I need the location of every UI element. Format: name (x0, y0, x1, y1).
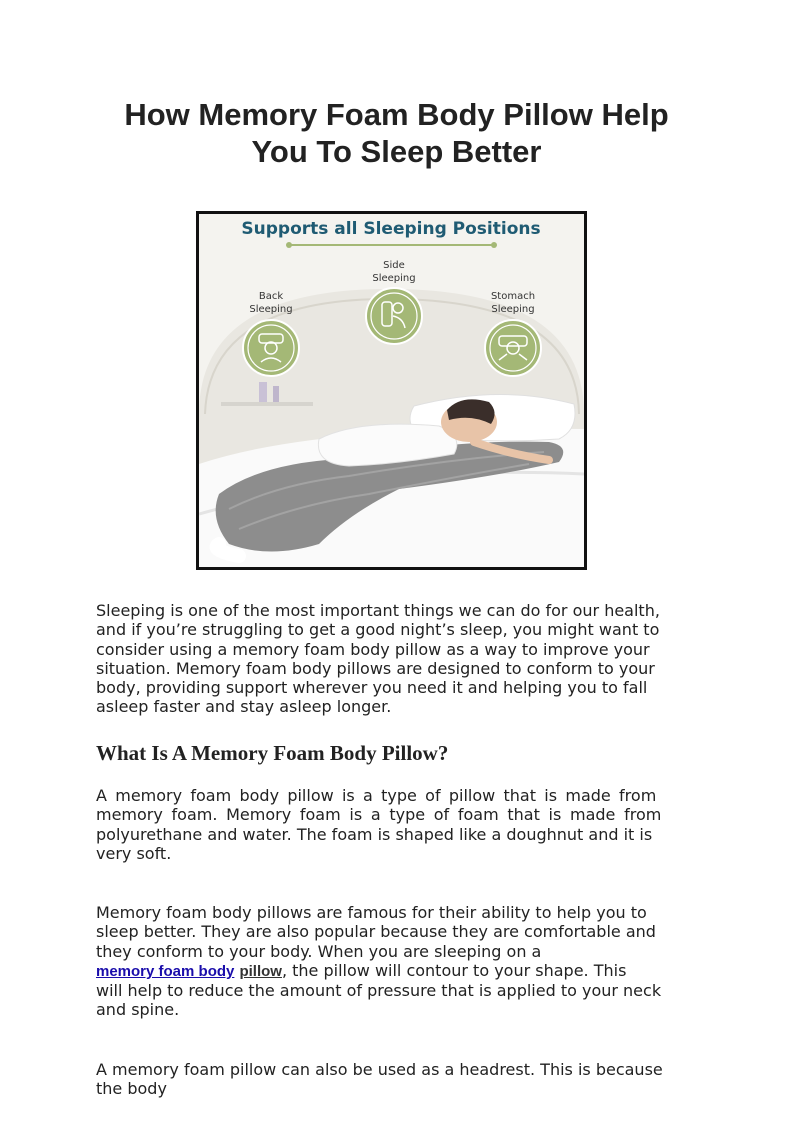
back-sleeping-badge (243, 320, 299, 376)
rule-dot-right (491, 242, 497, 248)
title-line-2: You To Sleep Better (251, 134, 542, 169)
pillow-link[interactable]: pillow (239, 962, 282, 980)
product-illustration (199, 214, 584, 567)
back-label-2: Sleeping (249, 304, 293, 315)
back-label-1: Back (258, 291, 284, 302)
headrest-line: the body (96, 1079, 167, 1099)
benefits-line: Memory foam body pillows are famous for their ability to help you to (96, 903, 647, 922)
rule-dot-left (286, 242, 292, 248)
side-label-2: Sleeping (372, 273, 416, 284)
definition-line: A memory foam body pillow is a type of pillow that is made from (96, 786, 657, 805)
benefits-line-rest: , the pillow will contour to your shape. This (281, 960, 627, 980)
product-image (196, 211, 587, 570)
figure-heading: Supports all Sleeping Positions (241, 219, 541, 239)
shelf-vase (259, 382, 267, 402)
intro-line: situation. Memory foam body pillows are designed to conform to your (96, 658, 655, 678)
definition-paragraph (96, 786, 678, 863)
stomach-label-1: Stomach (490, 291, 536, 302)
benefits-line: sleep better. They are also popular because they are comfortable and (96, 922, 656, 942)
intro-line: asleep faster and stay asleep longer. (96, 697, 392, 717)
shelf-bottle (273, 386, 279, 402)
intro-line: consider using a memory foam body pillow as a way to improve your (96, 639, 650, 659)
stomach-label-2: Sleeping (491, 304, 535, 315)
definition-line: very soft. (96, 843, 172, 863)
benefits-line: will help to reduce the amount of pressure that is applied to your neck (96, 981, 662, 1001)
intro-line: body, providing support wherever you need it and helping you to fall (96, 678, 648, 698)
memory-foam-body-link[interactable]: memory foam body (96, 962, 235, 980)
definition-line: polyurethane and water. The foam is shaped like a doughnut and it is (96, 824, 653, 844)
headrest-paragraph (96, 1060, 690, 1099)
intro-line: Sleeping is one of the most important things we can do for our health, (96, 601, 660, 620)
intro-line: and if you’re struggling to get a good night’s sleep, you might want to (96, 620, 660, 640)
shelf (221, 402, 313, 406)
headrest-line: A memory foam pillow can also be used as a headrest. This is because (96, 1060, 663, 1079)
benefits-line: and spine. (96, 1000, 180, 1020)
intro-paragraph (96, 601, 690, 717)
page-title (60, 96, 733, 170)
benefits-paragraph (96, 903, 690, 1020)
side-sleeping-badge (366, 288, 422, 344)
benefits-line-with-link (96, 961, 690, 981)
title-line-1: How Memory Foam Body Pillow Help (124, 97, 669, 132)
benefits-line: they conform to your body. When you are sleeping on a (96, 941, 542, 961)
side-label-1: Side (383, 260, 405, 271)
section-heading: What Is A Memory Foam Body Pillow? (96, 741, 449, 765)
definition-line: memory foam. Memory foam is a type of foam that is made from (96, 805, 662, 825)
stomach-sleeping-badge (485, 320, 541, 376)
